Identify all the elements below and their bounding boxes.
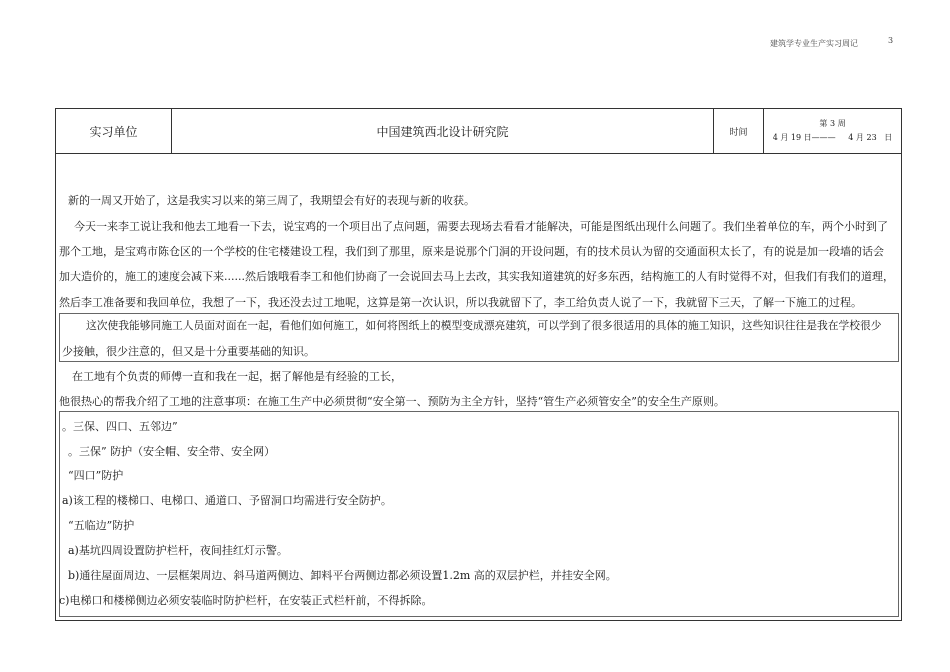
- time-value: [764, 109, 901, 153]
- safety-item: a)基坑四周设置防护栏杆，夜间挂红灯示警。: [68, 544, 288, 557]
- body-line: 这次使我能够同施工人员面对面在一起，看他们如何施工，如何将图纸上的模型变成漂亮建筑，可以学到了很多很适用的具体的施工知识，这些知识往往是我在学校很少: [86, 319, 882, 332]
- safety-rules-box: [59, 411, 899, 617]
- safety-heading: “四口”防护: [68, 469, 124, 482]
- safety-item: a)该工程的楼梯口、电梯口、通道口、予留洞口均需进行安全防护。: [62, 494, 392, 507]
- safety-heading: 。三保、四口、五邻边”: [62, 420, 178, 433]
- body-line: 新的一周又开始了，这是我实习以来的第三周了，我期望会有好的表现与新的收获。: [68, 194, 475, 207]
- body-line: 他很热心的帮我介绍了工地的注意事项：在施工生产中必须贯彻“安全第一、预防为主全方针，坚持“管生产必须管安全”的安全生产原则。: [59, 395, 725, 408]
- table-header-row: [56, 109, 901, 154]
- safety-item: 。三保” 防护（安全帽、安全带、安全网）: [68, 445, 276, 458]
- safety-item: b)通往屋面周边、一层框架周边、斜马道两侧边、卸料平台两侧边都必须设置1.2m 高的双层护栏，并挂安全网。: [68, 569, 617, 582]
- document-running-title: 建筑学专业生产实习周记: [770, 39, 858, 48]
- body-line: 加大造价的，施工的速度会减下来......然后饿哦看李工和他们协商了一会说回去马上去改，其实我知道建筑的好多东西，结构施工的人有时觉得不对，但我们有我们的道理，: [59, 270, 894, 283]
- body-line: 然后李工准备要和我回单位，我想了一下，我还没去过工地呢，这算是第一次认识，所以我就留下了，李工给负责人说了一下，我就留下三天，了解一下施工的过程。: [59, 296, 862, 309]
- unit-label: 实习单位: [56, 109, 172, 153]
- page-number: 3: [888, 36, 894, 45]
- safety-item: c)电梯口和楼梯侧边必须安装临时防护栏杆，在安装正式栏杆前，不得拆除。: [59, 594, 433, 607]
- date-range: 4 月 19 日——— 4 月 23 日: [772, 133, 893, 142]
- body-line: 在工地有个负责的师傅一直和我在一起，据了解他是有经验的工长，: [72, 370, 402, 383]
- body-line: 今天一来李工说让我和他去工地看一下去，说宝鸡的一个项目出了点问题，需要去现场去看看才能解决，可能是图纸出现什么问题了。我们坐着单位的车，两个小时到了: [74, 220, 888, 233]
- safety-heading: “五临边”防护: [68, 519, 135, 532]
- unit-value: 中国建筑西北设计研究院: [172, 109, 714, 153]
- time-label: 时间: [714, 109, 764, 153]
- week-label: 第 3 周: [819, 119, 846, 128]
- body-line: 少接触，很少注意的，但又是十分重要基础的知识。: [62, 345, 315, 358]
- body-line: 那个工地，是宝鸡市陈仓区的一个学校的住宅楼建设工程，我们到了那里，原来是说那个门洞的开设问题，有的技术员认为留的交通面积太长了，有的说是加一段墙的话会: [59, 245, 884, 258]
